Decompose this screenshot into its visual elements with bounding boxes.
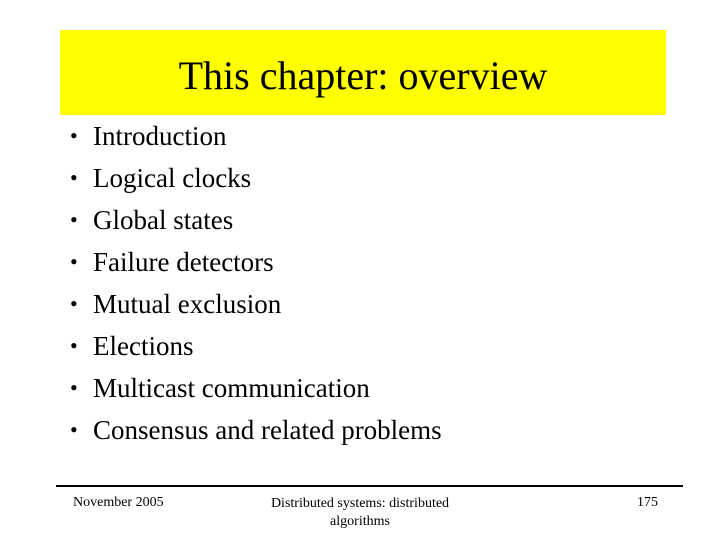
bullet-icon: •	[70, 291, 78, 316]
bullet-text: Mutual exclusion	[93, 288, 282, 319]
footer-course-line-1: Distributed systems: distributed	[270, 496, 450, 511]
bullet-list	[70, 115, 442, 451]
bullet-item	[70, 283, 442, 325]
bullet-text: Failure detectors	[93, 246, 274, 277]
bullet-icon: •	[70, 417, 78, 442]
bullet-icon: •	[70, 207, 78, 232]
bullet-text: Elections	[93, 330, 194, 361]
bullet-icon: •	[70, 165, 78, 190]
bullet-item	[70, 409, 442, 451]
bullet-item	[70, 241, 442, 283]
footer-date: November 2005	[73, 495, 164, 510]
bullet-text: Introduction	[93, 120, 227, 151]
bullet-icon: •	[70, 333, 78, 358]
slide-title: This chapter: overview	[178, 52, 548, 98]
footer-course-line-2: algorithms	[330, 514, 390, 529]
bullet-icon: •	[70, 123, 78, 148]
bullet-item	[70, 199, 442, 241]
footer-page-number: 175	[637, 495, 658, 510]
bullet-text: Consensus and related problems	[93, 414, 442, 445]
bullet-item	[70, 157, 442, 199]
bullet-text: Multicast communication	[93, 372, 370, 403]
bullet-item	[70, 115, 442, 157]
bullet-item	[70, 367, 442, 409]
bullet-text: Global states	[93, 204, 234, 235]
footer-divider	[56, 485, 683, 487]
title-banner	[60, 30, 666, 115]
footer-course-title	[260, 495, 460, 531]
bullet-item	[70, 325, 442, 367]
bullet-text: Logical clocks	[93, 162, 252, 193]
bullet-icon: •	[70, 249, 78, 274]
bullet-icon: •	[70, 375, 78, 400]
